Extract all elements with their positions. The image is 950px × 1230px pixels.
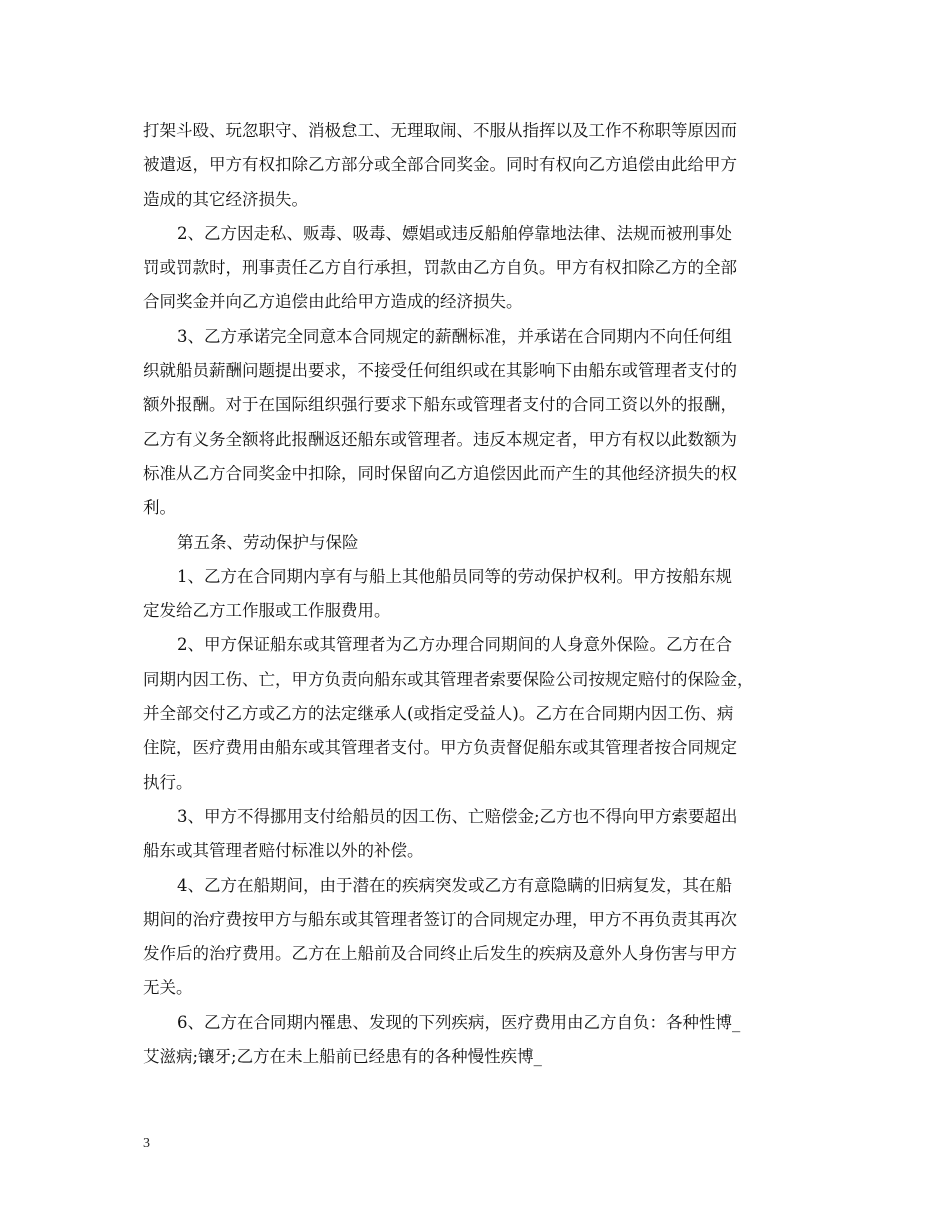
text-line: 并全部交付乙方或乙方的法定继承人(或指定受益人)。乙方在合同期内因工伤、病 bbox=[143, 704, 734, 724]
text-line: 乙方有义务全额将此报酬返还船东或管理者。违反本规定者，甲方有权以此数额为 bbox=[143, 429, 737, 449]
text-line: 执行。 bbox=[143, 772, 193, 792]
text-line: 住院，医疗费用由船东或其管理者支付。甲方负责督促船东或其管理者按合同规定 bbox=[143, 738, 737, 758]
text-line: 造成的其它经济损失。 bbox=[143, 189, 308, 209]
text-line: 期间的治疗费按甲方与船东或其管理者签订的合同规定办理，甲方不再负责其再次 bbox=[143, 909, 737, 929]
text-line: 织就船员薪酬问题提出要求，不接受任何组织或在其影响下由船东或管理者支付的 bbox=[143, 361, 737, 381]
text-line: 2、乙方因走私、贩毒、吸毒、嫖娼或违反船舶停靠地法律、法规而被刑事处 bbox=[177, 223, 732, 243]
text-line: 被遣返，甲方有权扣除乙方部分或全部合同奖金。同时有权向乙方追偿由此给甲方 bbox=[143, 155, 737, 175]
text-line: 艾滋病;镶牙;乙方在未上船前已经患有的各种慢性疾博_ bbox=[143, 1047, 542, 1067]
text-line: 船东或其管理者赔付标准以外的补偿。 bbox=[143, 841, 424, 861]
text-line: 发作后的治疗费用。乙方在上船前及合同终止后发生的疾病及意外人身伤害与甲方 bbox=[143, 944, 737, 964]
text-line: 打架斗殴、玩忽职守、消极怠工、无理取闹、不服从指挥以及工作不称职等原因而 bbox=[143, 121, 737, 140]
text-line: 无关。 bbox=[143, 978, 193, 998]
text-line: 1、乙方在合同期内享有与船上其他船员同等的劳动保护权利。甲方按船东规 bbox=[177, 566, 732, 586]
text-line: 合同奖金并向乙方追偿由此给甲方造成的经济损失。 bbox=[143, 292, 523, 312]
text-line: 4、乙方在船期间，由于潜在的疾病突发或乙方有意隐瞒的旧病复发，其在船 bbox=[177, 875, 732, 895]
text-line: 同期内因工伤、亡，甲方负责向船东或其管理者索要保险公司按规定赔付的保险金， bbox=[143, 669, 754, 689]
text-line: 额外报酬。对于在国际组织强行要求下船东或管理者支付的合同工资以外的报酬， bbox=[143, 395, 737, 415]
text-line: 标准从乙方合同奖金中扣除，同时保留向乙方追偿因此而产生的其他经济损失的权 bbox=[143, 463, 737, 483]
text-line: 第五条、劳动保护与保险 bbox=[177, 532, 359, 552]
text-line: 6、乙方在合同期内罹患、发现的下列疾病，医疗费用由乙方自负：各种性博_ bbox=[177, 1012, 741, 1032]
text-line: 罚或罚款时，刑事责任乙方自行承担，罚款由乙方自负。甲方有权扣除乙方的全部 bbox=[143, 258, 737, 278]
page-number: 3 bbox=[143, 1136, 150, 1151]
document-body bbox=[143, 114, 818, 1074]
text-line: 利。 bbox=[143, 498, 176, 518]
text-line: 2、甲方保证船东或其管理者为乙方办理合同期间的人身意外保险。乙方在合 bbox=[177, 635, 732, 655]
text-line: 3、乙方承诺完全同意本合同规定的薪酬标准，并承诺在合同期内不向任何组 bbox=[177, 326, 732, 346]
text-line: 3、甲方不得挪用支付给船员的因工伤、亡赔偿金;乙方也不得向甲方索要超出 bbox=[177, 806, 738, 826]
text-line: 定发给乙方工作服或工作服费用。 bbox=[143, 601, 391, 621]
